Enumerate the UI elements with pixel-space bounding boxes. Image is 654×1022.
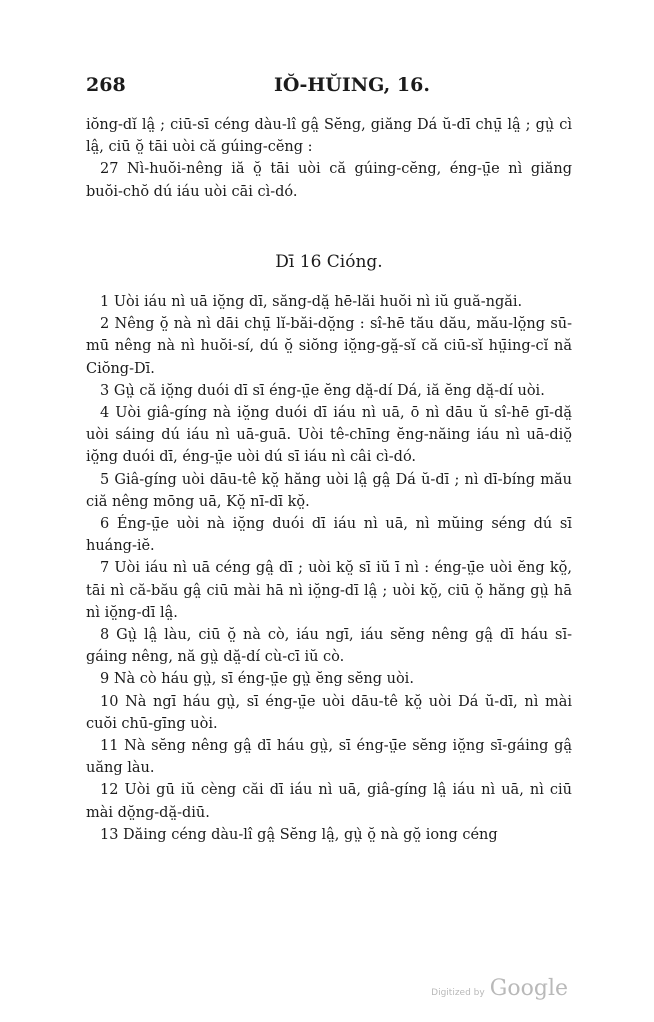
verse-27: 27 Nì-huŏi-nêng iă ŏ̤ tāi uòi că gúing-cĕng, éng-ṳ̄e nì giăng buŏi-chŏ dú iáu uòi cāi cì-dó. (86, 161, 572, 200)
verse-6: 6 Éng-ṳ̄e uòi nà iŏ̤ng duói dī iáu nì uā, nì mŭing séng dú sī huáng-iĕ. (86, 516, 572, 555)
verse-5: 5 Giâ-gíng uòi dāu-tê kŏ̤ hăng uòi lâ̤ gâ̤ Dá ŭ-dī ; nì dī-bíng mău ciă nêng mōng uā, Kŏ̤ nī-dī kŏ̤. (86, 471, 572, 510)
running-head: IŎ-HŬING, 16. (274, 74, 430, 96)
page-body (86, 114, 572, 846)
verse-8: 8 Gṳ̀ lâ̤ làu, ciū ŏ̤ nà cò, iáu ngī, iáu sĕng nêng gâ̤ dī háu sī-gáing nêng, nă gṳ̀ dă̤-dí cù-cī iŭ cò. (86, 627, 572, 666)
page-header (86, 74, 572, 102)
digitized-by-label: Digitized by (431, 988, 485, 998)
verse-13: 13 Dăing céng dàu-lî gâ̤ Sĕng lâ̤, gṳ̀ ŏ̤ nà gŏ̤ iong céng (100, 826, 498, 843)
verse-7: 7 Uòi iáu nì uā céng gâ̤ dī ; uòi kŏ̤ sī iŭ ī nì : éng-ṳ̄e uòi ĕng kŏ̤, tāi nì că-bău gâ̤ ciū mài hā nì iŏ̤ng-dī lâ̤ ; uòi kŏ̤, ciū ŏ̤ hăng gṳ̀ hā nì iŏ̤ng-dī lâ̤. (86, 560, 572, 621)
verse-10: 10 Nà ngī háu gṳ̀, sī éng-ṳ̄e uòi dāu-tê kŏ̤ uòi Dá ŭ-dī, nì mài cuŏi chū-gīng uòi. (86, 693, 572, 732)
verse-12: 12 Uòi gū iŭ cèng căi dī iáu nì uā, giâ-gíng lâ̤ iáu nì uā, nì ciū mài dŏ̤ng-dă̤-diū. (86, 782, 572, 821)
continued-paragraph: iŏng-dĭ lâ̤ ; ciū-sī céng dàu-lî gâ̤ Sĕng, giăng Dá ŭ-dī chṳ̄ lâ̤ ; gṳ̀ cì lâ̤, ciū ŏ̤ tāi uòi că gúing-cĕng : (86, 117, 572, 156)
page-number: 268 (86, 74, 126, 96)
verse-2: 2 Nêng ŏ̤ nà nì dāi chṳ̄ lĭ-băi-dŏ̤ng : sî-hē tău dău, mău-lŏ̤ng sū-mū nêng nà nì huŏi-sí, dú ŏ̤ siŏng iŏ̤ng-gă̤-sĭ că ciū-sĭ hṳ̄ing-cĭ nă Ciŏng-Dī. (86, 316, 572, 377)
verse-11: 11 Nà sĕng nêng gâ̤ dī háu gṳ̀, sī éng-ṳ̄e sĕng iŏ̤ng sī-gáing gâ̤ uăng làu. (86, 738, 572, 777)
chapter-title: Dī 16 Cióng. (275, 251, 383, 272)
verse-3: 3 Gṳ̀ că iŏ̤ng duói dī sī éng-ṳ̄e ĕng dă̤-dí Dá, iă ĕng dă̤-dí uòi. (100, 382, 545, 399)
verse-9: 9 Nà cò háu gṳ̀, sī éng-ṳ̄e gṳ̀ ĕng sĕng uòi. (100, 671, 414, 688)
google-logo: Google (489, 976, 568, 1001)
google-watermark (431, 976, 568, 1001)
verse-4: 4 Uòi giâ-gíng nà iŏ̤ng duói dī iáu nì uā, ō nì dāu ŭ sî-hē gī-dă̤ uòi sáing dú iáu nì uā-guā. Uòi tê-chīng ĕng-năing iáu nì uā-diŏ̤ iŏ̤ng duói dī, éng-ṳ̄e uòi dú sī iáu nì câi cì-dó. (86, 405, 572, 466)
verse-1: 1 Uòi iáu nì uā iŏ̤ng dī, săng-dă̤ hē-lăi huŏi nì iŭ guă-ngăi. (100, 294, 523, 311)
